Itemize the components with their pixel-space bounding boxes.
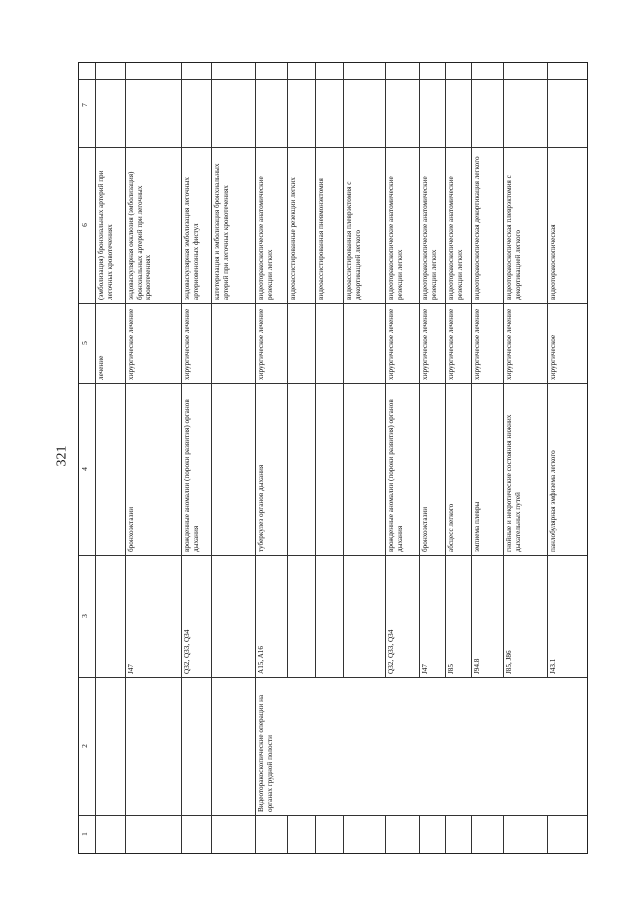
row-1-treatment: хирургическое лечение bbox=[125, 303, 182, 384]
row-13-code: J43.1 bbox=[547, 555, 588, 678]
row-6-code bbox=[315, 555, 344, 678]
row-3-col7 bbox=[211, 63, 256, 148]
row-6-col7 bbox=[315, 63, 344, 148]
row-5-treatment bbox=[287, 303, 316, 384]
row-6-method: видеоассистированная пневмонэктомия bbox=[315, 147, 344, 304]
row-5-code bbox=[287, 555, 316, 678]
row-7-code bbox=[343, 555, 386, 678]
row-12-method: видеоторакоскопическая плеврэктомия с декортикацией легкого bbox=[503, 147, 548, 304]
row-7-diagnosis bbox=[343, 383, 386, 556]
row-1-diagnosis: бронхоэктазии bbox=[125, 383, 182, 556]
row-11-method: видеоторакоскопическая декортикация легкого bbox=[471, 147, 504, 304]
row-0-col2 bbox=[95, 677, 126, 816]
header-cell-7: 7 bbox=[79, 63, 96, 148]
row-13-col1 bbox=[547, 815, 588, 854]
row-9-method: видеоторакоскопические анатомические резекции легких bbox=[419, 147, 446, 304]
row-3-col1 bbox=[211, 815, 256, 854]
row-9-col1 bbox=[419, 815, 446, 854]
row-3-col2 bbox=[211, 677, 256, 816]
row-0-col7 bbox=[95, 63, 126, 148]
row-10-diagnosis: абсцесс легкого bbox=[445, 383, 472, 556]
page-number: 321 bbox=[54, 445, 70, 467]
row-1-method: эндоваскулярная окклюзия (эмболизация) бронхиальных артерий при легочных кровотечениях bbox=[125, 147, 182, 304]
row-2-code: Q32, Q33, Q34 bbox=[181, 555, 212, 678]
row-8-diagnosis: врожденные аномалии (пороки развития) органов дыхания bbox=[385, 383, 420, 556]
row-8-method: видеоторакоскопические анатомические резекции легких bbox=[385, 147, 420, 304]
row-8-treatment: хирургическое лечение bbox=[385, 303, 420, 384]
row-2-col7 bbox=[181, 63, 212, 148]
row-11-treatment: хирургическое лечение bbox=[471, 303, 504, 384]
row-10-col7 bbox=[445, 63, 472, 148]
row-4-code: A15, A16 bbox=[255, 555, 288, 678]
row-3-code bbox=[211, 555, 256, 678]
group-title: Видеоторакоскопические операции на органах грудной полости bbox=[255, 677, 588, 816]
row-2-col2 bbox=[181, 677, 212, 816]
procedure-table bbox=[78, 62, 588, 854]
row-8-col1 bbox=[385, 815, 420, 854]
row-13-col7 bbox=[547, 63, 588, 148]
row-5-col7 bbox=[287, 63, 316, 148]
row-1-col1 bbox=[125, 815, 182, 854]
row-5-method: видеоассистированные резекции легких bbox=[287, 147, 316, 304]
row-11-col1 bbox=[471, 815, 504, 854]
row-9-treatment: хирургическое лечение bbox=[419, 303, 446, 384]
row-3-method: катетеризация и эмболизация бронхиальных артерий при легочных кровотечениях bbox=[211, 147, 256, 304]
row-3-treatment bbox=[211, 303, 256, 384]
row-11-col7 bbox=[471, 63, 504, 148]
row-0-diagnosis bbox=[95, 383, 126, 556]
row-12-col1 bbox=[503, 815, 548, 854]
header-cell-5: 5 bbox=[79, 303, 96, 384]
row-4-method: видеоторакоскопические анатомические резекции легких bbox=[255, 147, 288, 304]
row-2-method: эндоваскулярная эмболизация легочных артериовенозных фистул bbox=[181, 147, 212, 304]
row-7-treatment bbox=[343, 303, 386, 384]
row-10-code: J85 bbox=[445, 555, 472, 678]
row-9-col7 bbox=[419, 63, 446, 148]
row-8-code: Q32, Q33, Q34 bbox=[385, 555, 420, 678]
row-10-col1 bbox=[445, 815, 472, 854]
row-13-diagnosis: панлобулярная эмфизема легкого bbox=[547, 383, 588, 556]
row-0-method: (эмболизация) бронхиальных артерий при легочных кровотечениях bbox=[95, 147, 126, 304]
row-4-treatment: хирургическое лечение bbox=[255, 303, 288, 384]
row-5-col1 bbox=[287, 815, 316, 854]
row-1-code: J47 bbox=[125, 555, 182, 678]
row-2-treatment: хирургическое лечение bbox=[181, 303, 212, 384]
row-12-treatment: хирургическое лечение bbox=[503, 303, 548, 384]
row-4-col1 bbox=[255, 815, 288, 854]
row-3-diagnosis bbox=[211, 383, 256, 556]
row-1-col2 bbox=[125, 677, 182, 816]
row-11-diagnosis: эмпиема плевры bbox=[471, 383, 504, 556]
row-1-col7 bbox=[125, 63, 182, 148]
row-6-diagnosis bbox=[315, 383, 344, 556]
row-2-col1 bbox=[181, 815, 212, 854]
row-0-code bbox=[95, 555, 126, 678]
row-11-code: J94.8 bbox=[471, 555, 504, 678]
row-12-code: J85, J86 bbox=[503, 555, 548, 678]
header-cell-3: 3 bbox=[79, 555, 96, 678]
row-5-diagnosis bbox=[287, 383, 316, 556]
row-6-treatment bbox=[315, 303, 344, 384]
row-7-col1 bbox=[343, 815, 386, 854]
row-6-col1 bbox=[315, 815, 344, 854]
row-9-diagnosis: бронхоэктазии bbox=[419, 383, 446, 556]
row-8-col7 bbox=[385, 63, 420, 148]
row-7-method: видеоассистированная плеврэктомия с декортикацией легкого bbox=[343, 147, 386, 304]
row-9-code: J47 bbox=[419, 555, 446, 678]
row-7-col7 bbox=[343, 63, 386, 148]
row-12-col7 bbox=[503, 63, 548, 148]
row-0-col1 bbox=[95, 815, 126, 854]
row-12-diagnosis: гнойные и некротические состояния нижних дыхательных путей bbox=[503, 383, 548, 556]
row-10-method: видеоторакоскопические анатомические резекции легких bbox=[445, 147, 472, 304]
header-cell-1: 1 bbox=[79, 815, 96, 854]
row-0-treatment: лечение bbox=[95, 303, 126, 384]
header-cell-6: 6 bbox=[79, 147, 96, 304]
row-13-treatment: хирургическое bbox=[547, 303, 588, 384]
row-2-diagnosis: врожденные аномалии (пороки развития) органов дыхания bbox=[181, 383, 212, 556]
row-4-col7 bbox=[255, 63, 288, 148]
header-cell-4: 4 bbox=[79, 383, 96, 556]
row-4-diagnosis: туберкулез органов дыхания bbox=[255, 383, 288, 556]
header-cell-2: 2 bbox=[79, 677, 96, 816]
row-13-method: видеоторакоскопическая bbox=[547, 147, 588, 304]
row-10-treatment: хирургическое лечение bbox=[445, 303, 472, 384]
